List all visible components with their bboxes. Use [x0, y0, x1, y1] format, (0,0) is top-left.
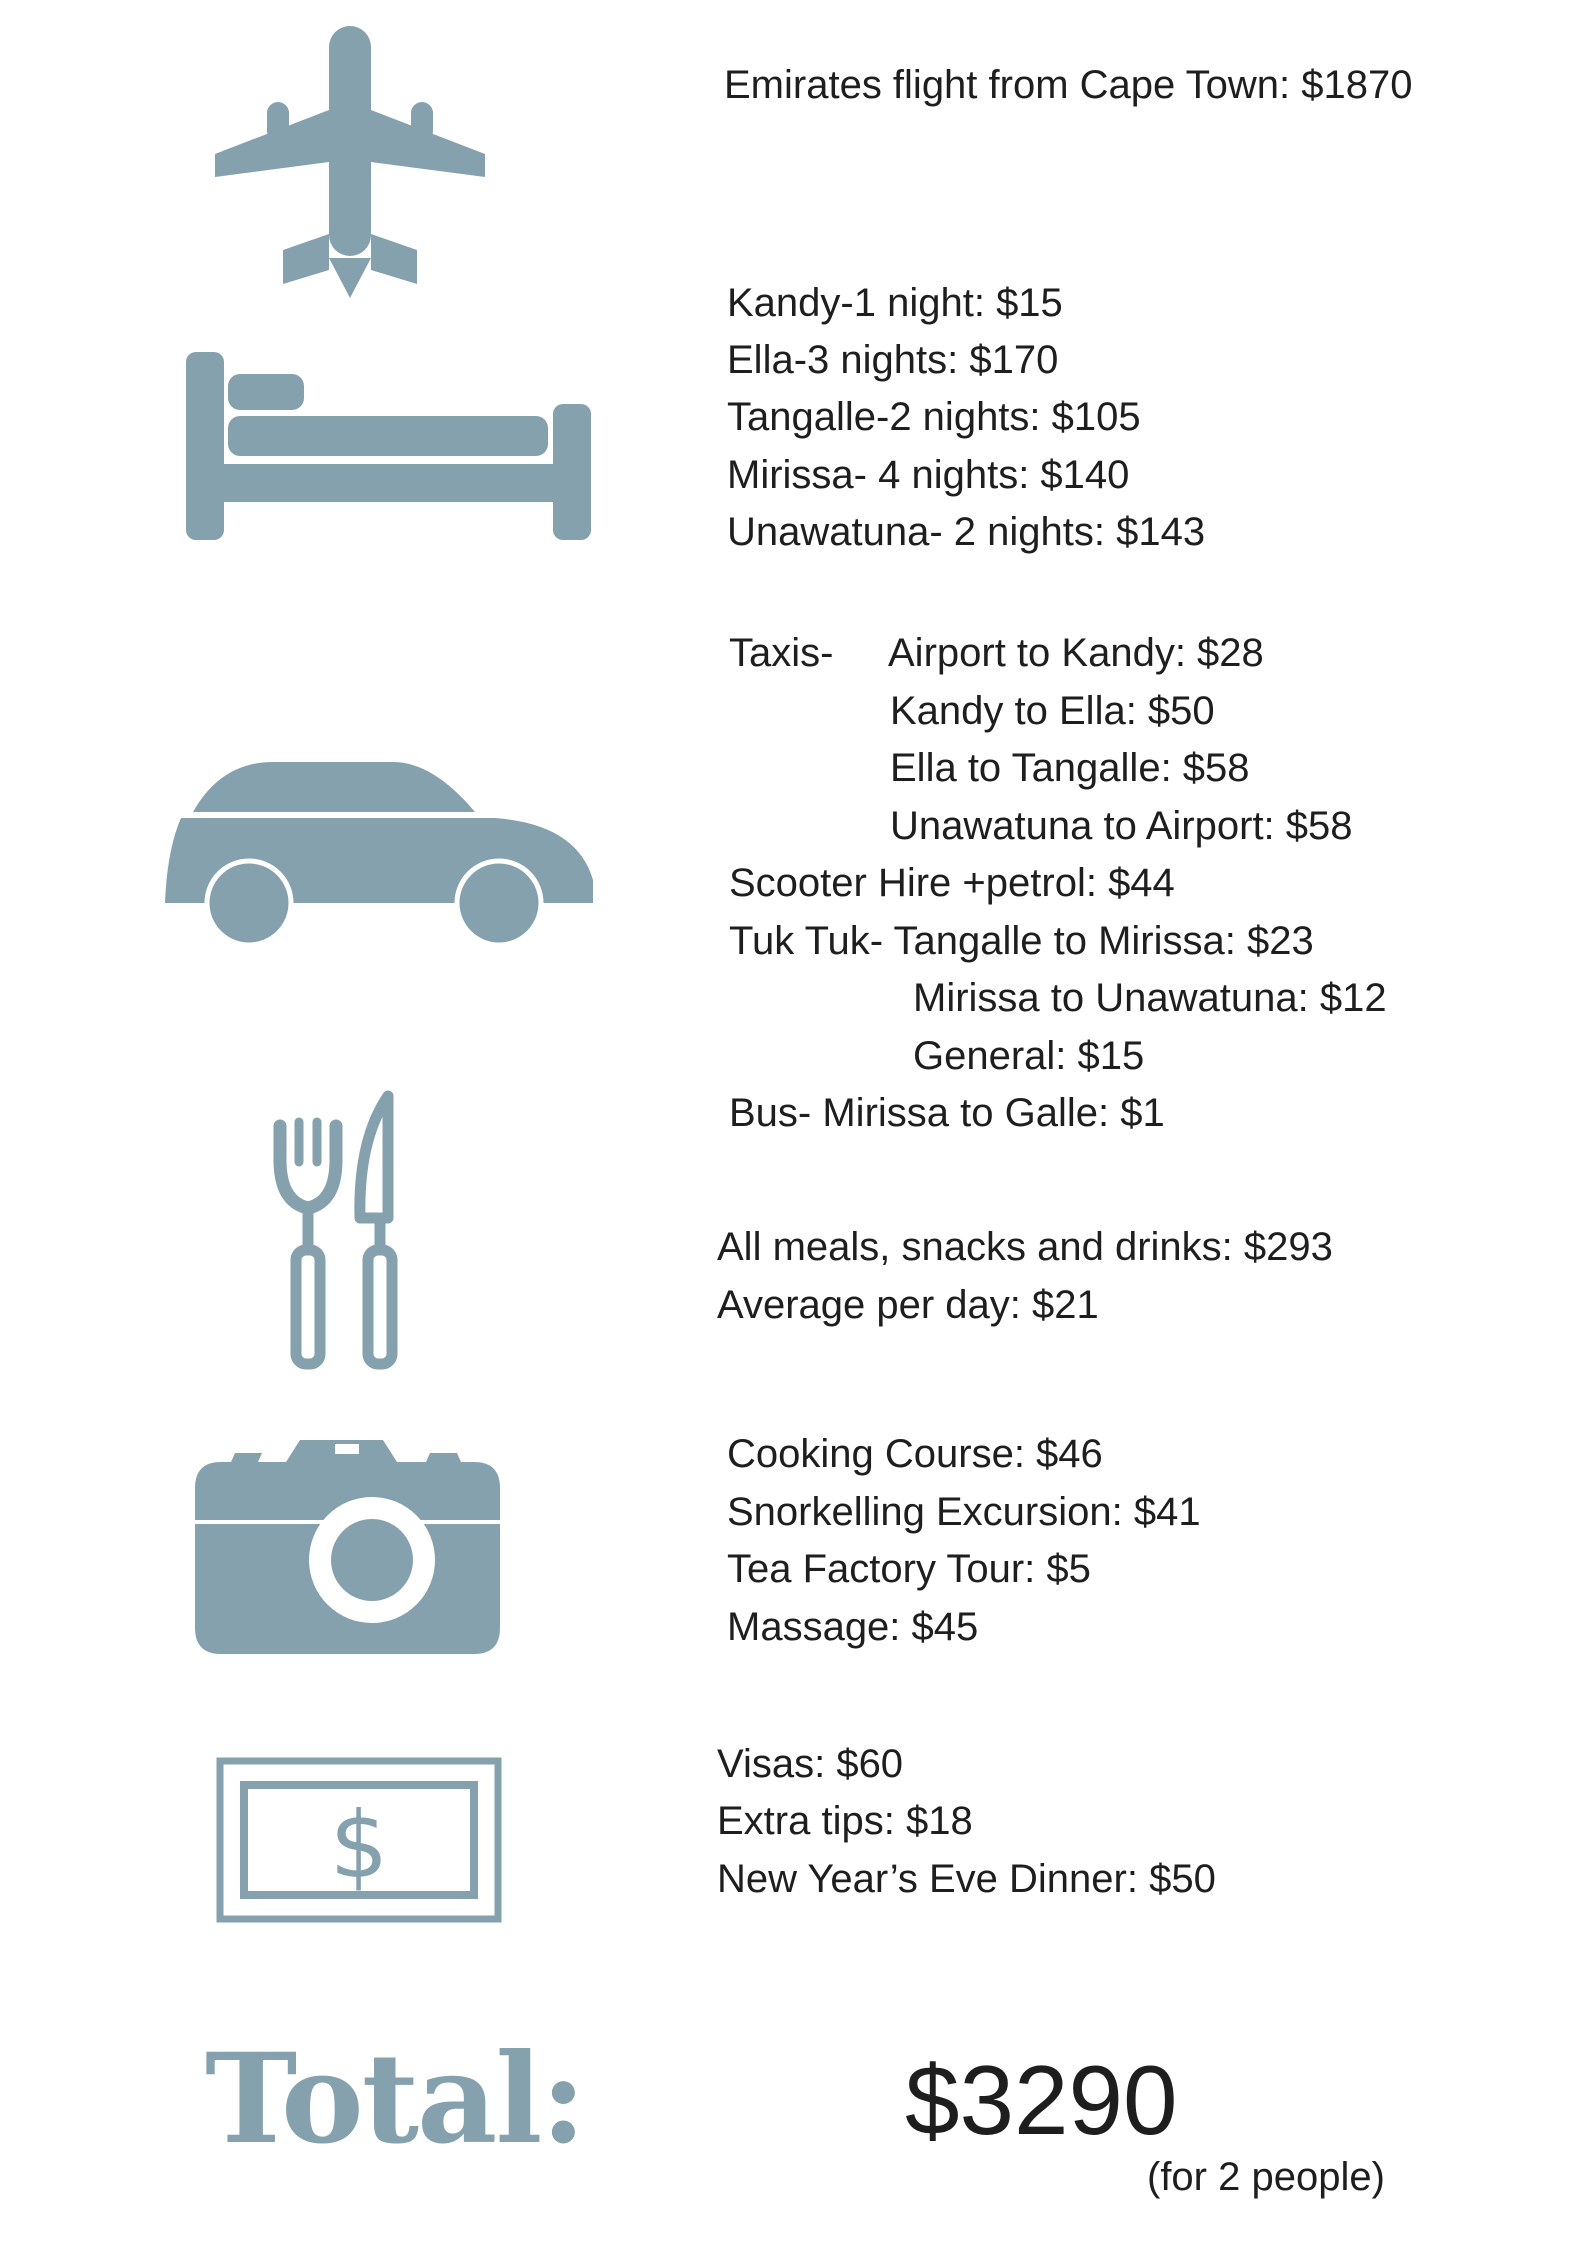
- transport-line: Unawatuna to Airport: $58: [890, 804, 1353, 848]
- accommodation-line: Unawatuna- 2 nights: $143: [727, 510, 1206, 554]
- fork-knife-icon: [272, 1090, 408, 1370]
- car-icon: [165, 760, 595, 950]
- transport-line: Ella to Tangalle: $58: [890, 746, 1250, 790]
- total-amount: $3290: [905, 2045, 1178, 2155]
- transport-line: Tuk Tuk- Tangalle to Mirissa: $23: [729, 919, 1314, 963]
- food-line: All meals, snacks and drinks: $293: [717, 1225, 1333, 1269]
- airplane-icon: [215, 22, 485, 302]
- accommodation-line: Mirissa- 4 nights: $140: [727, 453, 1130, 497]
- flight-line: Emirates flight from Cape Town: $1870: [724, 63, 1413, 107]
- transport-line: Kandy to Ella: $50: [890, 689, 1215, 733]
- total-note: (for 2 people): [1147, 2155, 1385, 2199]
- transport-line: Mirissa to Unawatuna: $12: [913, 976, 1387, 1020]
- transport-taxis-label: Taxis-: [729, 631, 834, 675]
- transport-line: General: $15: [913, 1034, 1145, 1078]
- accommodation-line: Kandy-1 night: $15: [727, 281, 1063, 325]
- activities-line: Massage: $45: [727, 1605, 979, 1649]
- other-line: New Year’s Eve Dinner: $50: [717, 1857, 1216, 1901]
- transport-line: Airport to Kandy: $28: [888, 631, 1264, 675]
- accommodation-line: Tangalle-2 nights: $105: [727, 395, 1141, 439]
- total-label: Total:: [205, 2027, 585, 2172]
- banknote-icon: [216, 1757, 502, 1923]
- bed-icon: [186, 352, 591, 540]
- activities-line: Cooking Course: $46: [727, 1432, 1103, 1476]
- transport-line: Bus- Mirissa to Galle: $1: [729, 1091, 1165, 1135]
- food-line: Average per day: $21: [717, 1283, 1099, 1327]
- other-line: Extra tips: $18: [717, 1799, 973, 1843]
- other-line: Visas: $60: [717, 1742, 904, 1786]
- svg-text:$: $: [329, 1792, 389, 1899]
- activities-line: Snorkelling Excursion: $41: [727, 1490, 1201, 1534]
- activities-line: Tea Factory Tour: $5: [727, 1547, 1091, 1591]
- accommodation-line: Ella-3 nights: $170: [727, 338, 1059, 382]
- transport-line: Scooter Hire +petrol: $44: [729, 861, 1175, 905]
- camera-icon: [195, 1440, 500, 1654]
